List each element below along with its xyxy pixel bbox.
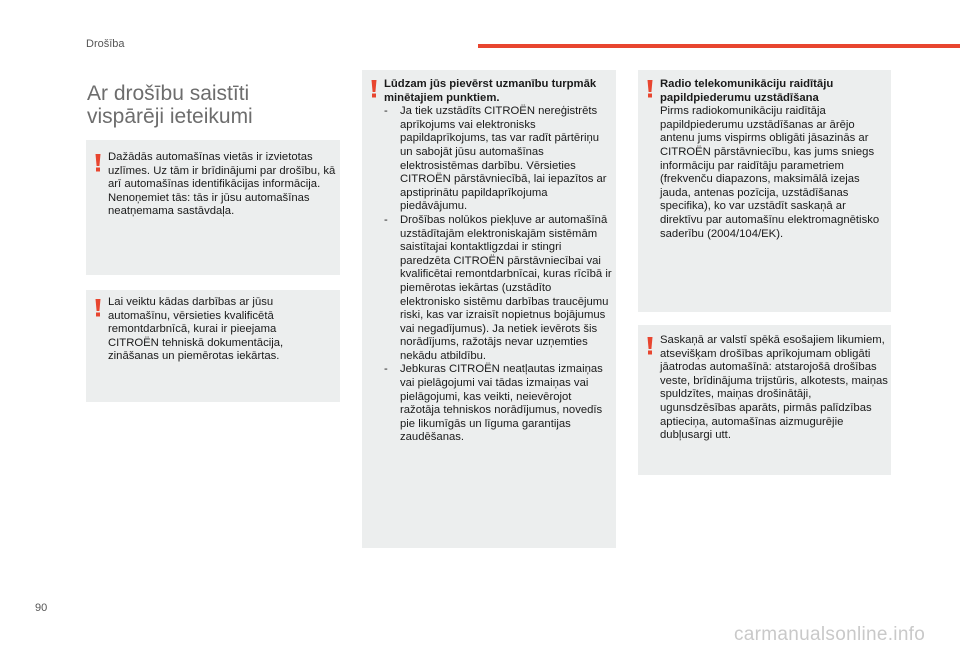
list-item-text: Drošības nolūkos piekļuve ar automašīnā uzstādītajām elektroniskajām sistēmām saistītajai kontaktligzdai ir stingri paredzēta CITROËN pārstāvniecībai vai kvalificētai remontdarbnīcai, kuras rīcībā ir piemērotas iekārtas (uzstādīto elektronisko sistēmu darbības traucējumu riski, kas var izraisīt nopietnus bojājumus vai negadījumus). Ja netiek ievērots šis norādījums, ražotājs nevar uzņemties nekādu atbildību. (400, 213, 612, 362)
warning-box-radio-text (660, 78, 890, 241)
header-accent-bar (478, 44, 960, 48)
list-item (384, 363, 614, 445)
list-item-text: Jebkuras CITROËN neatļautas izmaiņas vai pielāgojumi vai tādas izmaiņas vai pielāgojumi, kas veikti, neievērojot ražotāja tehniskos norādījumus, novedīs pie likumīgās un līguma garantijas zaudēšanas. (400, 363, 603, 444)
list-item (384, 214, 614, 364)
list-item-text: Ja tiek uzstādīts CITROËN nereģistrēts aprīkojums vai elektronisks papildaprīkojums, tas var radīt pārtēriņu un sabojāt jūsu automašīnas elektrosistēmas darbību. Vērsieties CITROËN pārstāvniecībā, lai iepazītos ar apstiprinātu papildaprīkojuma piedāvājumu. (400, 105, 607, 213)
warning-box-labels-text (108, 151, 336, 219)
page-number: 90 (35, 602, 48, 614)
warning-box-mandatory-text (660, 334, 890, 443)
section-label: Drošība (86, 38, 125, 50)
box1-paragraph: Dažādās automašīnas vietās ir izvietotas uzlīmes. Uz tām ir brīdinājumi par drošību, kā arī automašīnas identifikācijas informācija. Nenoņemiet tās: tās ir jūsu automašīnas neatņemama sastāvdaļa. (108, 151, 336, 218)
box2-paragraph: Lai veiktu kādas darbības ar jūsu automašīnu, vērsieties kvalificētā remontdarbnīcā, kurai ir pieejama CITROËN tehniskā dokumentācija, zināšanas un piemērotas iekārtas. (108, 296, 284, 363)
warning-box-workshop-text (108, 296, 330, 364)
exclamation-warning-icon (94, 154, 102, 172)
exclamation-warning-icon (94, 299, 102, 317)
list-dash: - (384, 105, 388, 118)
exclamation-warning-icon (370, 80, 378, 98)
list-item (384, 105, 614, 214)
box3-heading: Lūdzam jūs pievērst uzmanību turpmāk minētajiem punktiem. (384, 78, 597, 104)
exclamation-warning-icon (646, 80, 654, 98)
page-title-line-1: Ar drošību saistīti (87, 82, 250, 106)
warning-box-equipment-text (384, 78, 614, 445)
box5-paragraph: Saskaņā ar valstī spēkā esošajiem likumiem, atsevišķam drošības aprīkojumam obligāti jāatrodas automašīnā: atstarojošā drošības veste, brīdinājuma trijstūris, alkotests, maiņas spuldzītes, maiņas drošinātāji, ugunsdzēsības aparāts, pirmās palīdzības aptieciņa, automašīnas aizmugurējie dubļusargi utt. (660, 334, 888, 442)
exclamation-warning-icon (646, 337, 654, 355)
list-dash: - (384, 363, 388, 376)
list-dash: - (384, 213, 388, 226)
page-title (87, 82, 347, 128)
box4-heading: Radio telekomunikāciju raidītāju papildpiederumu uzstādīšana (660, 78, 834, 104)
watermark: carmanualsonline.info (734, 624, 926, 645)
page-title-line-2: vispārēji ieteikumi (87, 105, 253, 129)
box4-paragraph: Pirms radiokomunikāciju raidītāja papildpiederumu uzstādīšanas ar ārējo antenu jums vispirms obligāti jāsazinās ar CITROËN pārstāvniecību, kas jums sniegs informāciju par raidītāju parametriem (frekvenču diapazons, maksimālā izejas jauda, antenas pozīcija, uzstādīšanas specifika), ko var uzstādīt saskaņā ar direktīvu par automašīnu elektromagnētisko saderību (2004/104/EK). (660, 105, 880, 240)
